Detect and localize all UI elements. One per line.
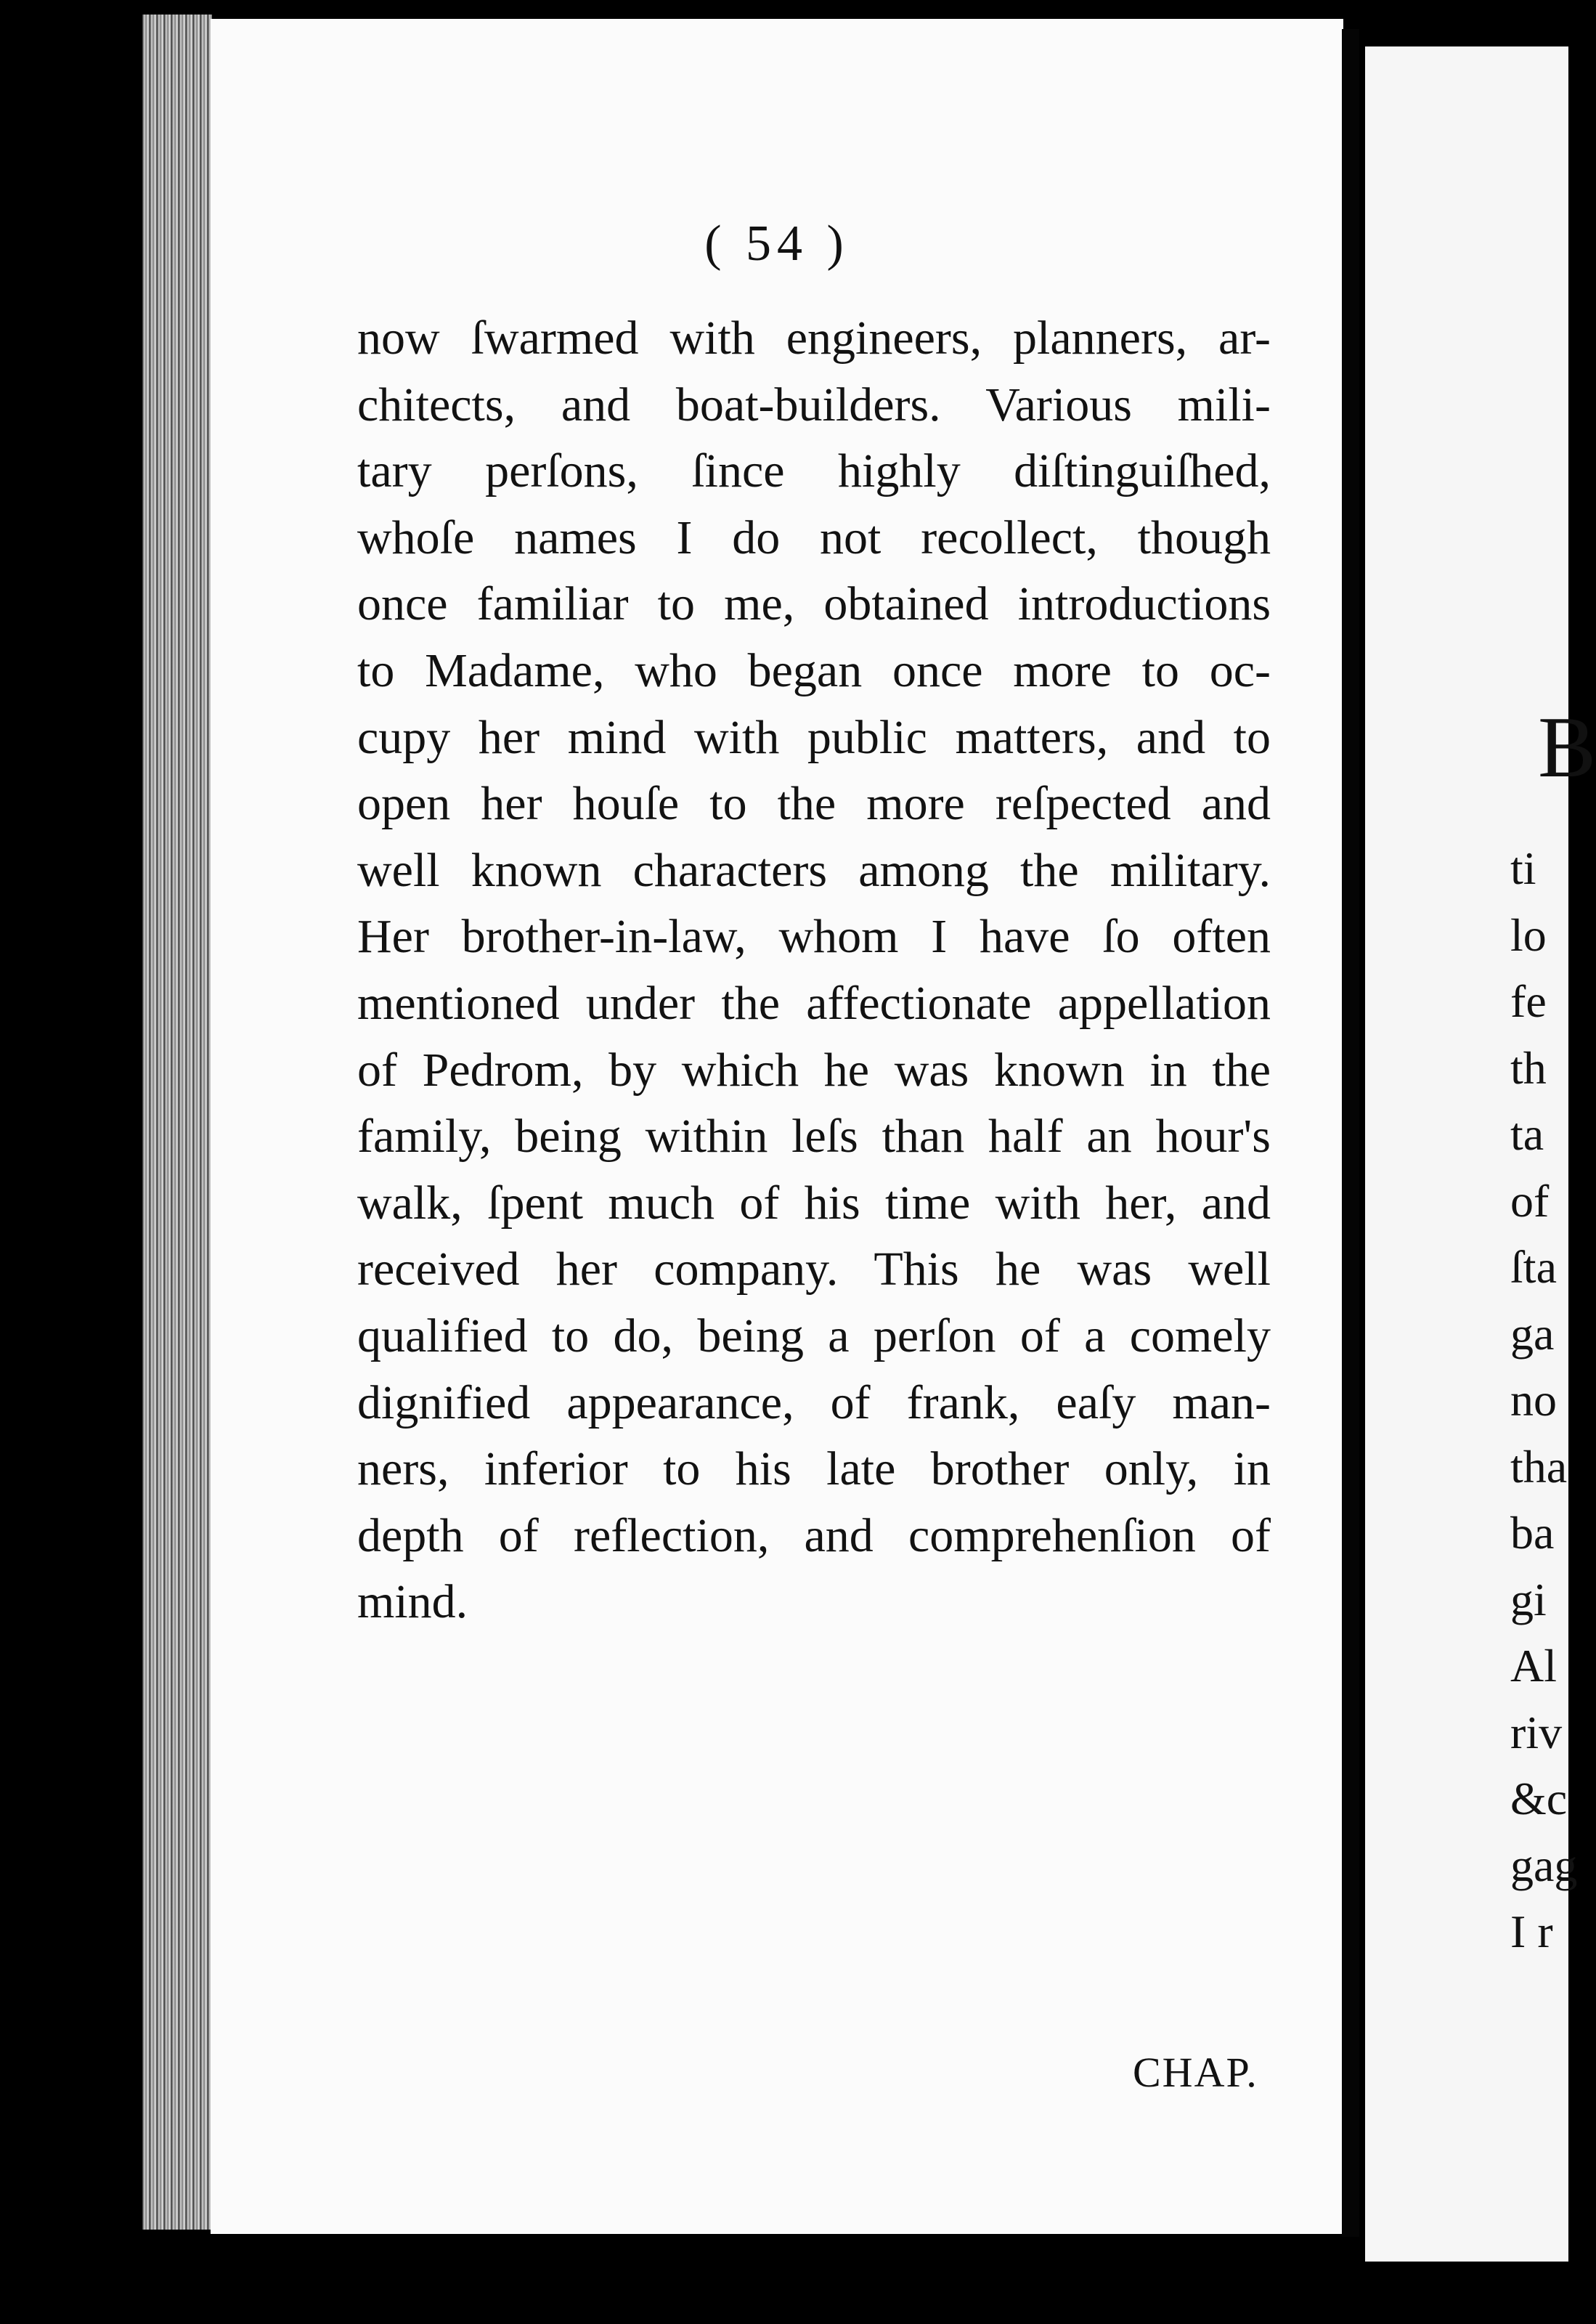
text-line: to Madame, who began once more to oc- — [357, 643, 1271, 697]
facing-line: ga — [1510, 1307, 1555, 1360]
facing-line: no — [1510, 1374, 1557, 1426]
facing-line: &c — [1510, 1773, 1568, 1824]
text-line: chitects, and boat-builders. Various mili- — [357, 378, 1271, 431]
facing-line: Al — [1510, 1640, 1557, 1691]
text-line: once familiar to me, obtained introductions — [357, 577, 1271, 631]
text-line: walk, ſpent much of his time with her, and — [357, 1176, 1271, 1230]
text-line: qualified to do, being a perſon of a comely — [357, 1309, 1271, 1362]
facing-line: th — [1510, 1041, 1547, 1094]
facing-line: ſta — [1510, 1241, 1557, 1293]
facing-line: I r — [1510, 1906, 1553, 1957]
page-edges — [142, 15, 212, 2230]
text-line: mentioned under the affectionate appellation — [357, 976, 1271, 1030]
text-line: received her company. This he was well — [357, 1243, 1271, 1296]
book-gutter — [1342, 29, 1359, 2237]
facing-line: ta — [1510, 1108, 1544, 1160]
text-line: of Pedrom, by which he was known in the — [357, 1043, 1271, 1097]
text-line: Her brother-in-law, whom I have ſo often — [357, 910, 1271, 964]
facing-line: ba — [1510, 1507, 1555, 1559]
text-line: mind. — [357, 1575, 468, 1629]
text-line: open her houſe to the more reſpected and — [357, 777, 1271, 831]
page-number: ( 54 ) — [704, 216, 850, 272]
body-text — [357, 305, 1271, 1636]
facing-line: gi — [1510, 1573, 1547, 1625]
text-line: well known characters among the military. — [357, 843, 1271, 897]
facing-line: of — [1510, 1174, 1550, 1227]
text-line: tary perſons, ſince highly diſtinguiſhed, — [357, 444, 1271, 498]
facing-page-text — [1510, 835, 1577, 1965]
facing-line: fe — [1510, 975, 1547, 1027]
facing-page-initial: B — [1538, 699, 1596, 795]
text-line: depth of reflection, and comprehenſion of — [357, 1508, 1271, 1562]
facing-line: tha — [1510, 1440, 1568, 1492]
catchword: CHAP. — [1133, 2049, 1258, 2096]
text-line: dignified appearance, of frank, eaſy man- — [357, 1376, 1271, 1429]
facing-line: ti — [1510, 842, 1536, 894]
text-line: now ſwarmed with engineers, planners, ar- — [357, 312, 1271, 365]
facing-line: gag — [1510, 1839, 1578, 1891]
text-line: whoſe names I do not recollect, though — [357, 511, 1271, 564]
text-line: family, being within leſs than half an hour's — [357, 1110, 1271, 1163]
text-line: cupy her mind with public matters, and to — [357, 710, 1271, 764]
facing-line: lo — [1510, 909, 1547, 961]
text-line: ners, inferior to his late brother only, in — [357, 1442, 1271, 1496]
facing-line: riv — [1510, 1706, 1563, 1758]
